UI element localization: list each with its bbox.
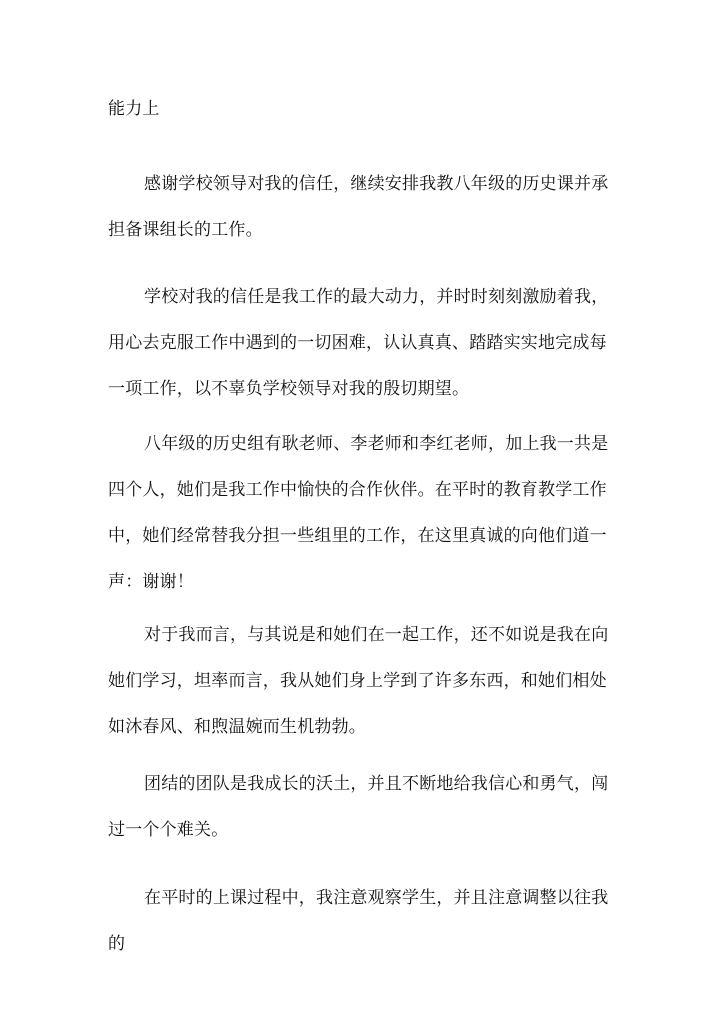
paragraph-6: 在平时的上课过程中，我注意观察学生，并且注意调整以往我的 [108,888,609,954]
paragraph-2: 学校对我的信任是我工作的最大动力，并时时刻刻激励着我，用心去克服工作中遇到的一切困难，认认真真、踏踏实实地完成每一项工作，以不辜负学校领导对我的殷切期望。 [108,287,609,399]
paragraph-3: 八年级的历史组有耿老师、李老师和李红老师，加上我一共是四个人，她们是我工作中愉快的合作伙伴。在平时的教育教学工作中，她们经常替我分担一些组里的工作，在这里真诚的向他们道一声：谢谢！ [108,434,609,592]
paragraph-1: 感谢学校领导对我的信任，继续安排我教八年级的历史课并承担备课组长的工作。 [108,174,609,240]
section-heading: 能力上 [108,99,160,119]
paragraph-5: 团结的团队是我成长的沃土，并且不断地给我信心和勇气，闯过一个个难关。 [108,774,609,840]
paragraph-4: 对于我而言，与其说是和她们在一起工作，还不如说是我在向她们学习，坦率而言，我从她们身上学到了许多东西，和她们相处如沐春风、和煦温婉而生机勃勃。 [108,625,609,737]
